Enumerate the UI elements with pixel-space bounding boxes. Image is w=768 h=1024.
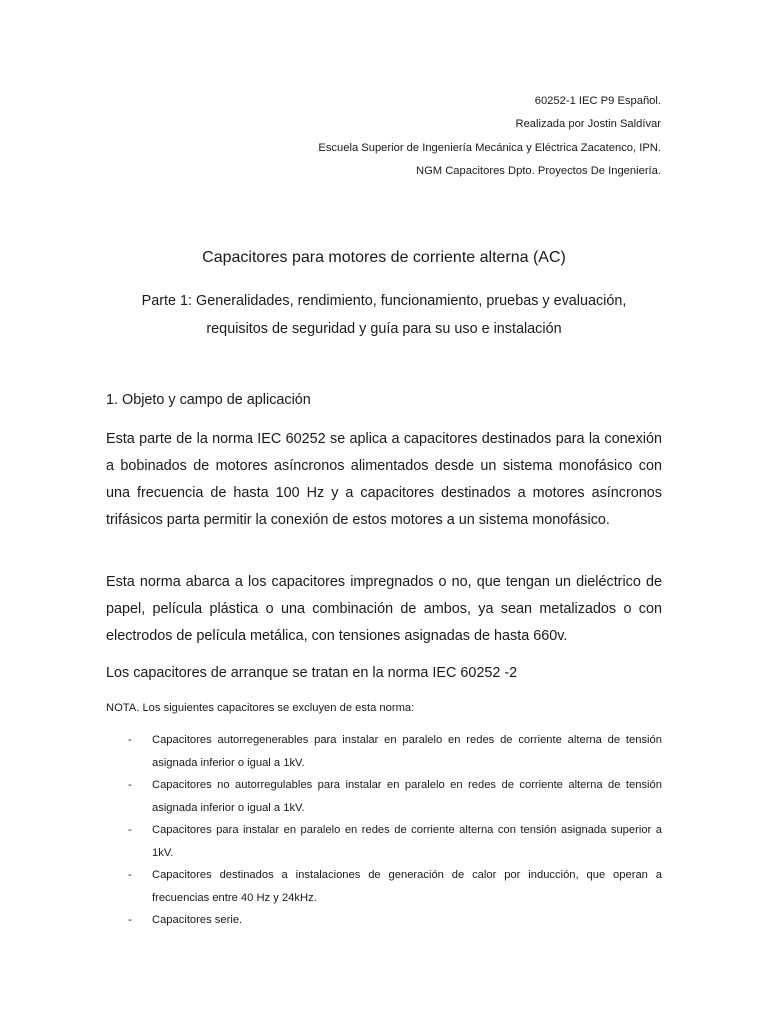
subtitle-line-1: Parte 1: Generalidades, rendimiento, funcionamiento, pruebas y evaluación, [141, 293, 627, 309]
header-line-department: NGM Capacitores Dpto. Proyectos De Ingeniería. [416, 164, 661, 177]
header-line-author: Realizada por Jostin Saldívar [515, 118, 661, 131]
paragraph-start-capacitors: Los capacitores de arranque se tratan en la norma IEC 60252 -2 [106, 665, 518, 681]
header-line-standard: 60252-1 IEC P9 Español. [534, 95, 661, 107]
document-header [318, 90, 661, 183]
list-item-text: Capacitores autorregenerables para instalar en paralelo en redes de corriente alterna de tensión asignada inferior o igual a 1kV. [152, 734, 662, 769]
document-title: Capacitores para motores de corriente alterna (AC) [202, 249, 566, 266]
note-text: NOTA. Los siguientes capacitores se excluyen de esta norma: [106, 702, 415, 714]
bullet-dash: - [128, 869, 132, 881]
bullet-dash: - [128, 734, 132, 746]
list-item-text: Capacitores no autorregulables para instalar en paralelo en redes de corriente alterna de tensión asignada inferior o igual a 1kV. [152, 779, 662, 814]
subtitle-line-2: requisitos de seguridad y guía para su uso e instalación [206, 321, 562, 337]
list-item-text: Capacitores serie. [152, 914, 243, 926]
paragraph-coverage: Esta norma abarca a los capacitores impregnados o no, que tengan un dieléctrico de papel, película plástica o una combinación de ambos, ya sean metalizados o con electrodos de película metálica, con tensiones asignadas de hasta 660v. [106, 574, 662, 644]
header-line-school: Escuela Superior de Ingeniería Mecánica y Eléctrica Zacatenco, IPN. [318, 141, 661, 154]
list-item-text: Capacitores para instalar en paralelo en redes de corriente alterna con tensión asignada superior a 1kV. [152, 824, 662, 859]
document-subtitle [0, 287, 768, 343]
list-item [106, 864, 662, 909]
bullet-dash: - [128, 779, 132, 791]
bullet-dash: - [128, 914, 132, 926]
paragraph-scope: Esta parte de la norma IEC 60252 se aplica a capacitores destinados para la conexión a bobinados de motores asíncronos alimentados desde un sistema monofásico con una frecuencia de hasta 100 Hz y a capacitores destinados a motores asíncronos trifásicos parta permitir la conexión de estos motores a un sistema monofásico. [106, 431, 662, 528]
list-item [106, 774, 662, 819]
list-item [106, 819, 662, 864]
list-item-text: Capacitores destinados a instalaciones de generación de calor por inducción, que operan a frecuencias entre 40 Hz y 24kHz. [152, 869, 662, 904]
list-item [106, 729, 662, 774]
bullet-dash: - [128, 824, 132, 836]
exclusions-list [106, 729, 662, 932]
section-heading: 1. Objeto y campo de aplicación [106, 392, 311, 408]
list-item [106, 909, 662, 932]
